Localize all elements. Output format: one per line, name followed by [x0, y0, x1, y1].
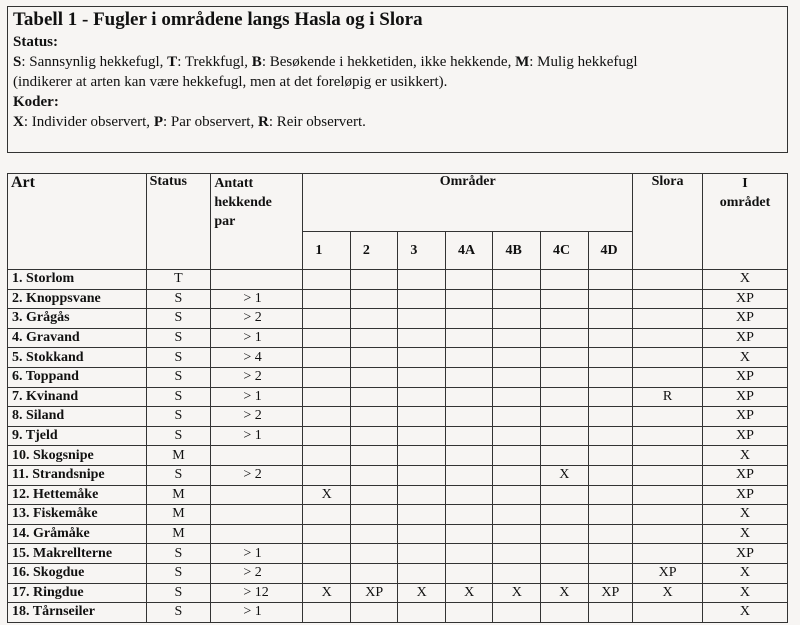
in-area-cell: XP [702, 544, 787, 564]
area-cell [493, 603, 541, 623]
area-cell [350, 289, 398, 309]
area-cell [398, 289, 446, 309]
area-cell [398, 309, 446, 329]
in-area-header-line: I [742, 176, 748, 191]
area-cell [398, 603, 446, 623]
pairs-cell [211, 270, 303, 290]
area-cell [303, 348, 351, 368]
slora-cell: R [633, 387, 703, 407]
table-row [8, 544, 788, 564]
status-line-2: (indikerer at arten kan være hekkefugl, men at det foreløpig er usikkert). [13, 74, 448, 90]
area-cell [541, 407, 589, 427]
area-cell [493, 309, 541, 329]
column-header-status: Status [146, 174, 211, 270]
legend-text: : Mulig hekkefugl [529, 54, 638, 70]
slora-cell [633, 348, 703, 368]
area-cell [541, 367, 589, 387]
area-cell [398, 270, 446, 290]
area-cell [303, 563, 351, 583]
status-line-1 [13, 52, 782, 72]
slora-cell [633, 505, 703, 525]
area-cell [588, 603, 633, 623]
in-area-cell: XP [702, 309, 787, 329]
slora-cell [633, 407, 703, 427]
species-name: 2. Knoppsvane [8, 289, 147, 309]
area-cell [303, 309, 351, 329]
area-cell [588, 524, 633, 544]
area-cell [588, 348, 633, 368]
area-cell [398, 407, 446, 427]
area-cell [303, 426, 351, 446]
area-cell [350, 505, 398, 525]
area-cell [541, 505, 589, 525]
pairs-cell: > 1 [211, 603, 303, 623]
area-cell [303, 603, 351, 623]
area-cell [588, 426, 633, 446]
slora-cell [633, 367, 703, 387]
in-area-cell: XP [702, 426, 787, 446]
in-area-cell: XP [702, 465, 787, 485]
species-name: 16. Skogdue [8, 563, 147, 583]
area-cell: X [541, 465, 589, 485]
slora-cell [633, 544, 703, 564]
area-cell [541, 270, 589, 290]
area-cell [445, 465, 493, 485]
area-cell [350, 328, 398, 348]
species-name: 12. Hettemåke [8, 485, 147, 505]
area-cell [303, 407, 351, 427]
codes-heading: Koder: [13, 94, 59, 110]
in-area-cell: X [702, 348, 787, 368]
area-cell [350, 426, 398, 446]
legend-key: T [167, 54, 178, 70]
area-cell [445, 289, 493, 309]
area-cell [493, 387, 541, 407]
area-cell [303, 446, 351, 466]
area-header-4d: 4D [588, 232, 633, 270]
area-cell [588, 544, 633, 564]
legend-key: B [251, 54, 262, 70]
area-cell [541, 328, 589, 348]
slora-cell [633, 309, 703, 329]
status-cell: M [146, 446, 211, 466]
in-area-header-line: området [719, 195, 771, 210]
pairs-header-line: Antatt [214, 176, 254, 191]
legend-text: : Besøkende i hekketiden, ikke hekkende, [261, 54, 516, 70]
area-cell [398, 348, 446, 368]
table-row [8, 603, 788, 623]
species-name: 15. Makrellterne [8, 544, 147, 564]
status-cell: S [146, 348, 211, 368]
area-cell [588, 387, 633, 407]
area-cell [588, 446, 633, 466]
area-cell [303, 505, 351, 525]
slora-cell [633, 270, 703, 290]
area-cell: X [303, 485, 351, 505]
area-cell [493, 563, 541, 583]
area-cell [445, 544, 493, 564]
area-cell [445, 348, 493, 368]
legend-text: : Reir observert. [268, 114, 366, 130]
area-cell [398, 328, 446, 348]
species-name: 9. Tjeld [8, 426, 147, 446]
pairs-cell: > 2 [211, 407, 303, 427]
legend-key: S [13, 54, 22, 70]
species-name: 11. Strandsnipe [8, 465, 147, 485]
status-cell: S [146, 289, 211, 309]
legend-text: : Trekkfugl, [177, 54, 252, 70]
area-cell [493, 289, 541, 309]
column-header-areas: Områder [303, 174, 633, 232]
species-name: 13. Fiskemåke [8, 505, 147, 525]
in-area-cell: XP [702, 387, 787, 407]
legend-text: : Sannsynlig hekkefugl, [21, 54, 168, 70]
slora-cell: X [633, 583, 703, 603]
area-header-4b: 4B [493, 232, 541, 270]
column-header-slora: Slora [633, 174, 703, 270]
status-cell: S [146, 544, 211, 564]
table-row [8, 426, 788, 446]
legend-text: : Par observert, [162, 114, 258, 130]
status-cell: S [146, 328, 211, 348]
status-cell: S [146, 426, 211, 446]
area-cell [398, 544, 446, 564]
area-cell [303, 270, 351, 290]
area-cell [398, 387, 446, 407]
status-cell: M [146, 524, 211, 544]
table-row [8, 387, 788, 407]
species-name: 17. Ringdue [8, 583, 147, 603]
area-cell [493, 426, 541, 446]
status-cell: S [146, 583, 211, 603]
area-cell [350, 563, 398, 583]
table-title: Tabell 1 - Fugler i områdene langs Hasla og i Slora [13, 9, 423, 30]
area-cell [398, 367, 446, 387]
area-cell [493, 465, 541, 485]
area-cell [588, 563, 633, 583]
area-cell [398, 524, 446, 544]
area-cell [303, 387, 351, 407]
area-cell [541, 485, 589, 505]
area-cell [350, 603, 398, 623]
area-header-2: 2 [350, 232, 398, 270]
area-cell [588, 309, 633, 329]
area-cell [493, 407, 541, 427]
area-cell [541, 348, 589, 368]
area-cell [588, 485, 633, 505]
area-cell [445, 426, 493, 446]
in-area-cell: X [702, 446, 787, 466]
status-cell: S [146, 563, 211, 583]
area-cell [541, 289, 589, 309]
area-cell [303, 544, 351, 564]
pairs-cell [211, 446, 303, 466]
legend-key: M [515, 54, 530, 70]
area-header-4c: 4C [541, 232, 589, 270]
area-cell [493, 505, 541, 525]
area-cell [350, 485, 398, 505]
slora-cell: XP [633, 563, 703, 583]
species-name: 10. Skogsnipe [8, 446, 147, 466]
area-cell [493, 446, 541, 466]
codes-line [13, 112, 782, 132]
area-cell: X [541, 583, 589, 603]
area-cell [445, 603, 493, 623]
area-cell [303, 367, 351, 387]
area-cell [350, 544, 398, 564]
area-cell [350, 367, 398, 387]
area-cell [588, 505, 633, 525]
table-row [8, 505, 788, 525]
status-cell: S [146, 309, 211, 329]
area-cell [445, 485, 493, 505]
area-cell [541, 309, 589, 329]
area-cell [445, 524, 493, 544]
area-cell [445, 505, 493, 525]
area-cell [493, 348, 541, 368]
table-body [8, 270, 788, 623]
in-area-cell: X [702, 583, 787, 603]
legend-text: : Individer observert, [23, 114, 154, 130]
pairs-cell: > 2 [211, 465, 303, 485]
pairs-cell: > 1 [211, 387, 303, 407]
pairs-cell: > 1 [211, 544, 303, 564]
area-cell [445, 563, 493, 583]
in-area-cell: XP [702, 328, 787, 348]
table-row [8, 563, 788, 583]
table-row [8, 465, 788, 485]
table-row [8, 407, 788, 427]
pairs-header-line: hekkende [214, 195, 272, 210]
legend-key: X [13, 114, 24, 130]
table-row [8, 328, 788, 348]
area-cell [445, 328, 493, 348]
area-cell [588, 465, 633, 485]
species-name: 1. Storlom [8, 270, 147, 290]
in-area-cell: XP [702, 367, 787, 387]
column-header-pairs [211, 174, 303, 270]
pairs-cell: > 2 [211, 563, 303, 583]
pairs-cell: > 4 [211, 348, 303, 368]
area-cell [493, 367, 541, 387]
area-cell [588, 289, 633, 309]
species-name: 18. Tårnseiler [8, 603, 147, 623]
area-cell [541, 544, 589, 564]
status-cell: T [146, 270, 211, 290]
area-cell [445, 387, 493, 407]
area-cell [303, 289, 351, 309]
in-area-cell: X [702, 563, 787, 583]
area-cell [541, 563, 589, 583]
area-cell [398, 563, 446, 583]
species-name: 14. Gråmåke [8, 524, 147, 544]
table-row [8, 289, 788, 309]
in-area-cell: X [702, 270, 787, 290]
area-cell: XP [350, 583, 398, 603]
column-header-art: Art [8, 174, 147, 270]
area-header-4a: 4A [445, 232, 493, 270]
area-header-1: 1 [303, 232, 351, 270]
area-cell [350, 348, 398, 368]
in-area-cell: X [702, 603, 787, 623]
area-cell: X [493, 583, 541, 603]
in-area-cell: X [702, 524, 787, 544]
table-row [8, 583, 788, 603]
species-name: 6. Toppand [8, 367, 147, 387]
slora-cell [633, 485, 703, 505]
area-cell [350, 465, 398, 485]
slora-cell [633, 446, 703, 466]
pairs-cell: > 1 [211, 289, 303, 309]
pairs-cell: > 1 [211, 426, 303, 446]
in-area-cell: XP [702, 289, 787, 309]
area-cell [398, 485, 446, 505]
area-cell [445, 270, 493, 290]
table-row [8, 367, 788, 387]
pairs-cell: > 2 [211, 309, 303, 329]
species-name: 5. Stokkand [8, 348, 147, 368]
species-name: 7. Kvinand [8, 387, 147, 407]
species-name: 4. Gravand [8, 328, 147, 348]
area-cell [541, 524, 589, 544]
pairs-cell: > 1 [211, 328, 303, 348]
area-cell [541, 426, 589, 446]
area-cell [303, 524, 351, 544]
area-cell [445, 367, 493, 387]
area-cell: X [303, 583, 351, 603]
area-cell [493, 544, 541, 564]
slora-cell [633, 426, 703, 446]
pairs-cell [211, 485, 303, 505]
area-cell [588, 328, 633, 348]
legend-box [7, 6, 788, 153]
area-cell [541, 387, 589, 407]
area-cell [350, 524, 398, 544]
status-cell: S [146, 465, 211, 485]
area-cell: XP [588, 583, 633, 603]
area-cell [493, 485, 541, 505]
pairs-cell: > 2 [211, 367, 303, 387]
area-cell [398, 465, 446, 485]
area-cell [303, 328, 351, 348]
status-heading: Status: [13, 34, 59, 50]
area-cell [588, 407, 633, 427]
area-cell [493, 270, 541, 290]
pairs-cell [211, 505, 303, 525]
area-cell [350, 407, 398, 427]
species-name: 8. Siland [8, 407, 147, 427]
table-row [8, 348, 788, 368]
in-area-cell: X [702, 505, 787, 525]
legend-key: P [153, 114, 163, 130]
column-header-in-area [702, 174, 787, 270]
area-cell [350, 309, 398, 329]
area-header-3: 3 [398, 232, 446, 270]
status-cell: M [146, 505, 211, 525]
table-row [8, 524, 788, 544]
pairs-cell [211, 524, 303, 544]
area-cell [588, 270, 633, 290]
area-cell [398, 426, 446, 446]
area-cell [350, 270, 398, 290]
area-cell [445, 446, 493, 466]
area-cell [493, 524, 541, 544]
status-cell: S [146, 603, 211, 623]
area-cell [445, 407, 493, 427]
slora-cell [633, 328, 703, 348]
in-area-cell: XP [702, 485, 787, 505]
status-cell: S [146, 407, 211, 427]
area-cell [303, 465, 351, 485]
slora-cell [633, 465, 703, 485]
area-cell [541, 603, 589, 623]
area-cell [445, 309, 493, 329]
area-cell [493, 328, 541, 348]
in-area-cell: XP [702, 407, 787, 427]
legend-key: R [257, 114, 269, 130]
status-cell: M [146, 485, 211, 505]
slora-cell [633, 289, 703, 309]
status-cell: S [146, 387, 211, 407]
area-cell [541, 446, 589, 466]
table-row [8, 446, 788, 466]
area-cell [398, 505, 446, 525]
area-cell: X [445, 583, 493, 603]
area-cell [350, 387, 398, 407]
species-name: 3. Grågås [8, 309, 147, 329]
area-cell [398, 446, 446, 466]
slora-cell [633, 603, 703, 623]
bird-table [7, 173, 788, 623]
area-cell [588, 367, 633, 387]
slora-cell [633, 524, 703, 544]
pairs-cell: > 12 [211, 583, 303, 603]
table-row [8, 270, 788, 290]
area-cell [350, 446, 398, 466]
table-row [8, 309, 788, 329]
pairs-header-line: par [214, 214, 236, 229]
table-row [8, 485, 788, 505]
status-cell: S [146, 367, 211, 387]
area-cell: X [398, 583, 446, 603]
